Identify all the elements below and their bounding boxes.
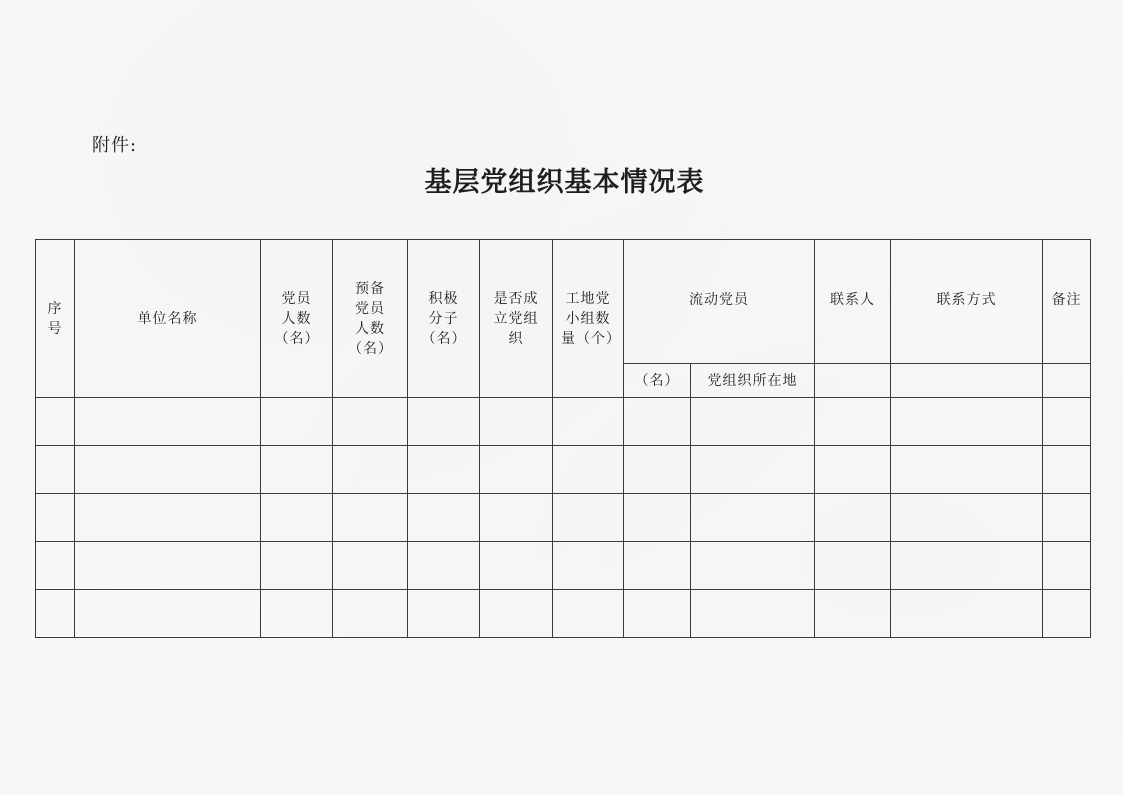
table-cell [691, 494, 815, 542]
table-cell [261, 494, 333, 542]
table-row [36, 398, 1091, 446]
table-cell [75, 494, 261, 542]
table-cell [75, 398, 261, 446]
table-cell [553, 590, 624, 638]
table-cell [36, 542, 75, 590]
table-cell [815, 590, 891, 638]
table-row [36, 542, 1091, 590]
table-cell [691, 542, 815, 590]
header-floating: 流动党员 [624, 240, 815, 364]
table-cell [891, 542, 1043, 590]
table-cell [624, 494, 691, 542]
table-cell [480, 398, 553, 446]
table-cell [261, 446, 333, 494]
table-cell [408, 542, 480, 590]
table-cell [480, 542, 553, 590]
table-cell [691, 590, 815, 638]
table-cell [408, 494, 480, 542]
header-members: 党员人数（名） [261, 240, 333, 398]
table-cell [624, 542, 691, 590]
table-cell [891, 446, 1043, 494]
table-row [36, 494, 1091, 542]
table-cell [36, 446, 75, 494]
table-cell [553, 446, 624, 494]
header-contact: 联系人 [815, 240, 891, 364]
table-cell [408, 446, 480, 494]
table-cell [75, 590, 261, 638]
attachment-label: 附件: [92, 135, 138, 156]
table-row [36, 590, 1091, 638]
table-cell [553, 398, 624, 446]
table-cell [261, 398, 333, 446]
table-cell [333, 590, 408, 638]
table-cell [1043, 446, 1091, 494]
table-cell [815, 494, 891, 542]
table-cell [408, 398, 480, 446]
table-cell [1043, 494, 1091, 542]
table-cell [480, 446, 553, 494]
table-cell [333, 398, 408, 446]
table-cell [1043, 398, 1091, 446]
table-cell [815, 398, 891, 446]
table-cell [36, 398, 75, 446]
page-title: 基层党组织基本情况表 [424, 167, 705, 198]
header-unit-name: 单位名称 [75, 240, 261, 398]
header-activists: 积极分子（名） [408, 240, 480, 398]
table-cell [333, 542, 408, 590]
table-cell [891, 494, 1043, 542]
table-cell [408, 590, 480, 638]
header-remarks-blank [1043, 364, 1091, 398]
table-cell [891, 590, 1043, 638]
table-cell [36, 590, 75, 638]
table-cell [36, 494, 75, 542]
header-site-groups: 工地党小组数量（个） [553, 240, 624, 398]
table-cell [333, 494, 408, 542]
header-contact-method-blank [891, 364, 1043, 398]
party-org-table [35, 239, 1091, 638]
header-established: 是否成立党组织 [480, 240, 553, 398]
table-cell [261, 542, 333, 590]
table-cell [333, 446, 408, 494]
table-cell [1043, 590, 1091, 638]
header-floating-count: （名） [624, 364, 691, 398]
header-seq: 序号 [36, 240, 75, 398]
header-floating-location: 党组织所在地 [691, 364, 815, 398]
table-cell [553, 494, 624, 542]
table-cell [75, 542, 261, 590]
table-cell [815, 446, 891, 494]
header-probationary: 预备党员人数（名） [333, 240, 408, 398]
table-cell [261, 590, 333, 638]
table-cell [480, 590, 553, 638]
table-cell [624, 446, 691, 494]
table-cell [553, 542, 624, 590]
table-cell [691, 446, 815, 494]
header-contact-blank [815, 364, 891, 398]
table-cell [480, 494, 553, 542]
table-cell [1043, 542, 1091, 590]
header-remarks: 备注 [1043, 240, 1091, 364]
header-contact-method: 联系方式 [891, 240, 1043, 364]
table-cell [624, 590, 691, 638]
table-cell [891, 398, 1043, 446]
table-cell [624, 398, 691, 446]
table-cell [75, 446, 261, 494]
table-cell [815, 542, 891, 590]
table-row [36, 446, 1091, 494]
table-cell [691, 398, 815, 446]
